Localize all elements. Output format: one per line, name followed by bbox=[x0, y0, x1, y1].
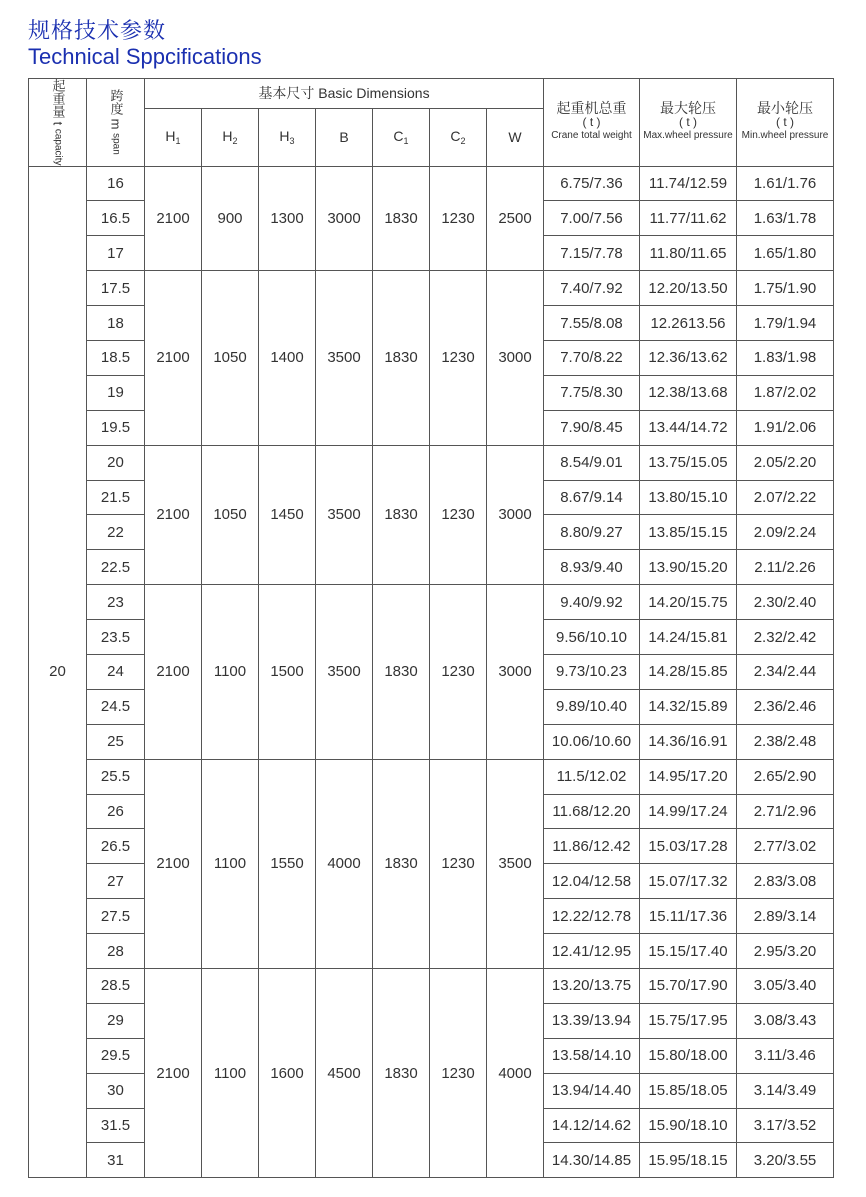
h2-cell: 1100 bbox=[202, 585, 259, 759]
h2-cell: 1050 bbox=[202, 271, 259, 445]
max-pressure-cell: 13.90/15.20 bbox=[640, 550, 737, 585]
max-pressure-cell: 14.32/15.89 bbox=[640, 689, 737, 724]
max-pressure-cell: 14.95/17.20 bbox=[640, 759, 737, 794]
min-pressure-cell: 2.32/2.42 bbox=[737, 620, 834, 655]
weight-cell: 7.55/8.08 bbox=[544, 306, 640, 341]
min-pressure-cell: 3.05/3.40 bbox=[737, 969, 834, 1004]
min-pressure-cell: 1.83/1.98 bbox=[737, 341, 834, 376]
span-cell: 27 bbox=[87, 864, 145, 899]
span-cell: 28.5 bbox=[87, 969, 145, 1004]
weight-cell: 7.00/7.56 bbox=[544, 201, 640, 236]
weight-cell: 7.75/8.30 bbox=[544, 375, 640, 410]
h1-cell: 2100 bbox=[145, 969, 202, 1178]
h3-cell: 1500 bbox=[259, 585, 316, 759]
c2-cell: 1230 bbox=[430, 585, 487, 759]
weight-cell: 11.86/12.42 bbox=[544, 829, 640, 864]
weight-header bbox=[544, 79, 640, 167]
min-pressure-cell: 1.65/1.80 bbox=[737, 236, 834, 271]
span-cell: 28 bbox=[87, 934, 145, 969]
b-cell: 3500 bbox=[316, 271, 373, 445]
weight-cell: 9.89/10.40 bbox=[544, 689, 640, 724]
weight-cell: 11.5/12.02 bbox=[544, 759, 640, 794]
weight-cell: 14.30/14.85 bbox=[544, 1143, 640, 1178]
w-cell: 3000 bbox=[487, 585, 544, 759]
page-title-en: Technical Sppcifications bbox=[28, 44, 262, 69]
min-pressure-cell: 1.61/1.76 bbox=[737, 166, 834, 201]
weight-header-cn: 起重机总重 bbox=[556, 100, 627, 117]
max-pressure-cell: 11.74/12.59 bbox=[640, 166, 737, 201]
h2-header: $H_2$ bbox=[202, 108, 259, 166]
table-row bbox=[29, 445, 834, 480]
max-pressure-cell: 14.99/17.24 bbox=[640, 794, 737, 829]
max-pressure-cell: 13.44/14.72 bbox=[640, 410, 737, 445]
h3-cell: 1550 bbox=[259, 759, 316, 968]
min-pressure-cell: 1.75/1.90 bbox=[737, 271, 834, 306]
weight-cell: 9.73/10.23 bbox=[544, 655, 640, 690]
h3-cell: 1600 bbox=[259, 969, 316, 1178]
max-pressure-cell: 15.95/18.15 bbox=[640, 1143, 737, 1178]
h2-cell: 1100 bbox=[202, 759, 259, 968]
h3-cell: 1300 bbox=[259, 166, 316, 271]
c2-header: $C_2$ bbox=[430, 108, 487, 166]
weight-cell: 8.54/9.01 bbox=[544, 445, 640, 480]
basic-dimensions-header: 基本尺寸 Basic Dimensions bbox=[145, 79, 544, 109]
h2-cell: 1050 bbox=[202, 445, 259, 585]
span-cell: 31 bbox=[87, 1143, 145, 1178]
max-pressure-cell: 14.28/15.85 bbox=[640, 655, 737, 690]
weight-cell: 8.67/9.14 bbox=[544, 480, 640, 515]
table-row bbox=[29, 166, 834, 201]
b-header: B bbox=[316, 108, 373, 166]
h1-cell: 2100 bbox=[145, 585, 202, 759]
weight-cell: 7.70/8.22 bbox=[544, 341, 640, 376]
max-pressure-cell: 12.36/13.62 bbox=[640, 341, 737, 376]
b-cell: 3500 bbox=[316, 585, 373, 759]
span-cell: 29 bbox=[87, 1003, 145, 1038]
b-cell: 3000 bbox=[316, 166, 373, 271]
table-row bbox=[29, 759, 834, 794]
max-pressure-cell: 11.80/11.65 bbox=[640, 236, 737, 271]
page-title-cn: 规格技术参数 bbox=[28, 19, 167, 44]
min-pressure-cell: 2.34/2.44 bbox=[737, 655, 834, 690]
max-pressure-cell: 15.03/17.28 bbox=[640, 829, 737, 864]
span-header-cn: 跨度 m bbox=[108, 89, 124, 130]
weight-cell: 6.75/7.36 bbox=[544, 166, 640, 201]
span-cell: 24.5 bbox=[87, 689, 145, 724]
max-pressure-cell: 14.36/16.91 bbox=[640, 724, 737, 759]
capacity-header-en: capacity bbox=[52, 128, 64, 166]
b-cell: 4500 bbox=[316, 969, 373, 1178]
min-pressure-cell: 2.07/2.22 bbox=[737, 480, 834, 515]
span-cell: 17 bbox=[87, 236, 145, 271]
table-row bbox=[29, 585, 834, 620]
weight-cell: 13.94/14.40 bbox=[544, 1073, 640, 1108]
b-cell: 3500 bbox=[316, 445, 373, 585]
c2-cell: 1230 bbox=[430, 969, 487, 1178]
max-pressure-cell: 15.07/17.32 bbox=[640, 864, 737, 899]
capacity-header-cn: 起重量 t bbox=[50, 79, 66, 126]
span-header bbox=[87, 79, 145, 167]
span-cell: 27.5 bbox=[87, 899, 145, 934]
max-pressure-cell: 15.15/17.40 bbox=[640, 934, 737, 969]
weight-header-en: Crane total weight bbox=[551, 130, 632, 142]
min-pressure-cell: 2.36/2.46 bbox=[737, 689, 834, 724]
spec-table-body bbox=[29, 166, 834, 1178]
h1-cell: 2100 bbox=[145, 271, 202, 445]
max-pressure-cell: 15.11/17.36 bbox=[640, 899, 737, 934]
min-pressure-cell: 2.95/3.20 bbox=[737, 934, 834, 969]
min-pressure-cell: 2.11/2.26 bbox=[737, 550, 834, 585]
weight-cell: 11.68/12.20 bbox=[544, 794, 640, 829]
max-pressure-cell: 12.38/13.68 bbox=[640, 375, 737, 410]
min-pressure-cell: 3.11/3.46 bbox=[737, 1038, 834, 1073]
weight-cell: 9.56/10.10 bbox=[544, 620, 640, 655]
min-pressure-cell: 1.63/1.78 bbox=[737, 201, 834, 236]
w-cell: 2500 bbox=[487, 166, 544, 271]
h1-cell: 2100 bbox=[145, 166, 202, 271]
c2-cell: 1230 bbox=[430, 445, 487, 585]
span-cell: 21.5 bbox=[87, 480, 145, 515]
weight-cell: 12.41/12.95 bbox=[544, 934, 640, 969]
min-pressure-cell: 1.87/2.02 bbox=[737, 375, 834, 410]
c1-cell: 1830 bbox=[373, 271, 430, 445]
capacity-cell: 20 bbox=[29, 166, 87, 1178]
span-cell: 22.5 bbox=[87, 550, 145, 585]
weight-cell: 8.93/9.40 bbox=[544, 550, 640, 585]
span-cell: 22 bbox=[87, 515, 145, 550]
weight-cell: 12.04/12.58 bbox=[544, 864, 640, 899]
table-row bbox=[29, 969, 834, 1004]
max-pressure-header-unit: ( t ) bbox=[679, 115, 697, 130]
c2-cell: 1230 bbox=[430, 166, 487, 271]
weight-cell: 9.40/9.92 bbox=[544, 585, 640, 620]
max-pressure-cell: 15.75/17.95 bbox=[640, 1003, 737, 1038]
c2-cell: 1230 bbox=[430, 271, 487, 445]
max-pressure-header bbox=[640, 79, 737, 167]
min-pressure-cell: 2.38/2.48 bbox=[737, 724, 834, 759]
span-cell: 16 bbox=[87, 166, 145, 201]
weight-cell: 12.22/12.78 bbox=[544, 899, 640, 934]
span-cell: 26.5 bbox=[87, 829, 145, 864]
span-cell: 23 bbox=[87, 585, 145, 620]
spec-table bbox=[28, 78, 834, 1178]
span-cell: 19 bbox=[87, 375, 145, 410]
span-cell: 24 bbox=[87, 655, 145, 690]
span-cell: 18 bbox=[87, 306, 145, 341]
c1-cell: 1830 bbox=[373, 166, 430, 271]
min-pressure-header bbox=[737, 79, 834, 167]
max-pressure-header-cn: 最大轮压 bbox=[660, 100, 716, 117]
min-pressure-cell: 2.77/3.02 bbox=[737, 829, 834, 864]
span-cell: 16.5 bbox=[87, 201, 145, 236]
h1-header: $H_1$ bbox=[145, 108, 202, 166]
capacity-header bbox=[29, 79, 87, 167]
c1-cell: 1830 bbox=[373, 585, 430, 759]
max-pressure-cell: 14.24/15.81 bbox=[640, 620, 737, 655]
min-pressure-cell: 2.89/3.14 bbox=[737, 899, 834, 934]
max-pressure-cell: 11.77/11.62 bbox=[640, 201, 737, 236]
table-row bbox=[29, 271, 834, 306]
c2-cell: 1230 bbox=[430, 759, 487, 968]
span-header-en: span bbox=[110, 133, 122, 156]
weight-cell: 14.12/14.62 bbox=[544, 1108, 640, 1143]
span-cell: 29.5 bbox=[87, 1038, 145, 1073]
max-pressure-cell: 13.85/15.15 bbox=[640, 515, 737, 550]
max-pressure-cell: 12.2613.56 bbox=[640, 306, 737, 341]
min-pressure-cell: 3.20/3.55 bbox=[737, 1143, 834, 1178]
min-pressure-cell: 2.30/2.40 bbox=[737, 585, 834, 620]
span-cell: 20 bbox=[87, 445, 145, 480]
max-pressure-cell: 13.80/15.10 bbox=[640, 480, 737, 515]
span-cell: 30 bbox=[87, 1073, 145, 1108]
max-pressure-cell: 14.20/15.75 bbox=[640, 585, 737, 620]
weight-cell: 13.20/13.75 bbox=[544, 969, 640, 1004]
h1-cell: 2100 bbox=[145, 445, 202, 585]
min-pressure-cell: 3.08/3.43 bbox=[737, 1003, 834, 1038]
min-pressure-cell: 3.14/3.49 bbox=[737, 1073, 834, 1108]
h1-cell: 2100 bbox=[145, 759, 202, 968]
span-cell: 26 bbox=[87, 794, 145, 829]
weight-cell: 13.58/14.10 bbox=[544, 1038, 640, 1073]
c1-cell: 1830 bbox=[373, 445, 430, 585]
h3-cell: 1400 bbox=[259, 271, 316, 445]
h2-cell: 900 bbox=[202, 166, 259, 271]
span-cell: 31.5 bbox=[87, 1108, 145, 1143]
min-pressure-cell: 2.09/2.24 bbox=[737, 515, 834, 550]
min-pressure-cell: 2.05/2.20 bbox=[737, 445, 834, 480]
weight-header-unit: ( t ) bbox=[582, 115, 601, 130]
min-pressure-header-cn: 最小轮压 bbox=[757, 100, 813, 117]
c1-header: $C_1$ bbox=[373, 108, 430, 166]
min-pressure-cell: 2.71/2.96 bbox=[737, 794, 834, 829]
weight-cell: 7.40/7.92 bbox=[544, 271, 640, 306]
c1-cell: 1830 bbox=[373, 969, 430, 1178]
weight-cell: 13.39/13.94 bbox=[544, 1003, 640, 1038]
w-cell: 3500 bbox=[487, 759, 544, 968]
b-cell: 4000 bbox=[316, 759, 373, 968]
min-pressure-cell: 2.83/3.08 bbox=[737, 864, 834, 899]
weight-cell: 8.80/9.27 bbox=[544, 515, 640, 550]
w-cell: 4000 bbox=[487, 969, 544, 1178]
span-cell: 25 bbox=[87, 724, 145, 759]
span-cell: 25.5 bbox=[87, 759, 145, 794]
max-pressure-cell: 15.85/18.05 bbox=[640, 1073, 737, 1108]
h3-header: $H_3$ bbox=[259, 108, 316, 166]
min-pressure-cell: 2.65/2.90 bbox=[737, 759, 834, 794]
max-pressure-header-en: Max.wheel pressure bbox=[643, 130, 733, 142]
max-pressure-cell: 15.90/18.10 bbox=[640, 1108, 737, 1143]
min-pressure-cell: 3.17/3.52 bbox=[737, 1108, 834, 1143]
weight-cell: 10.06/10.60 bbox=[544, 724, 640, 759]
max-pressure-cell: 13.75/15.05 bbox=[640, 445, 737, 480]
c1-cell: 1830 bbox=[373, 759, 430, 968]
w-cell: 3000 bbox=[487, 271, 544, 445]
span-cell: 23.5 bbox=[87, 620, 145, 655]
h3-cell: 1450 bbox=[259, 445, 316, 585]
min-pressure-header-unit: ( t ) bbox=[776, 115, 794, 130]
w-cell: 3000 bbox=[487, 445, 544, 585]
weight-cell: 7.15/7.78 bbox=[544, 236, 640, 271]
max-pressure-cell: 15.80/18.00 bbox=[640, 1038, 737, 1073]
max-pressure-cell: 15.70/17.90 bbox=[640, 969, 737, 1004]
min-pressure-cell: 1.79/1.94 bbox=[737, 306, 834, 341]
weight-cell: 7.90/8.45 bbox=[544, 410, 640, 445]
h2-cell: 1100 bbox=[202, 969, 259, 1178]
max-pressure-cell: 12.20/13.50 bbox=[640, 271, 737, 306]
span-cell: 18.5 bbox=[87, 341, 145, 376]
min-pressure-header-en: Min.wheel pressure bbox=[741, 130, 829, 142]
w-header: W bbox=[487, 108, 544, 166]
min-pressure-cell: 1.91/2.06 bbox=[737, 410, 834, 445]
span-cell: 19.5 bbox=[87, 410, 145, 445]
span-cell: 17.5 bbox=[87, 271, 145, 306]
